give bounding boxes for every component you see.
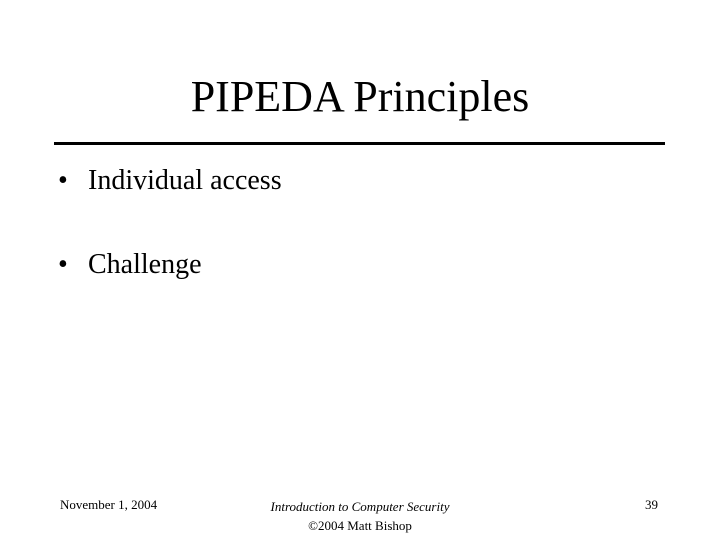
footer-date: November 1, 2004 [60, 497, 158, 512]
footer-course-info [240, 497, 480, 535]
bullet-item [58, 247, 282, 283]
footer-page-number: 39 [645, 497, 658, 512]
bullet-item [58, 163, 282, 199]
bullet-text: Individual access [88, 165, 282, 196]
bullet-marker: • [58, 165, 68, 196]
title-divider [54, 142, 665, 145]
slide-title: PIPEDA Principles [190, 72, 530, 121]
bullet-text: Challenge [88, 249, 202, 280]
footer-copyright: ©2004 Matt Bishop [308, 518, 412, 533]
footer-course-title: Introduction to Computer Security [270, 499, 450, 514]
bullet-list [58, 163, 282, 283]
bullet-marker: • [58, 249, 68, 280]
